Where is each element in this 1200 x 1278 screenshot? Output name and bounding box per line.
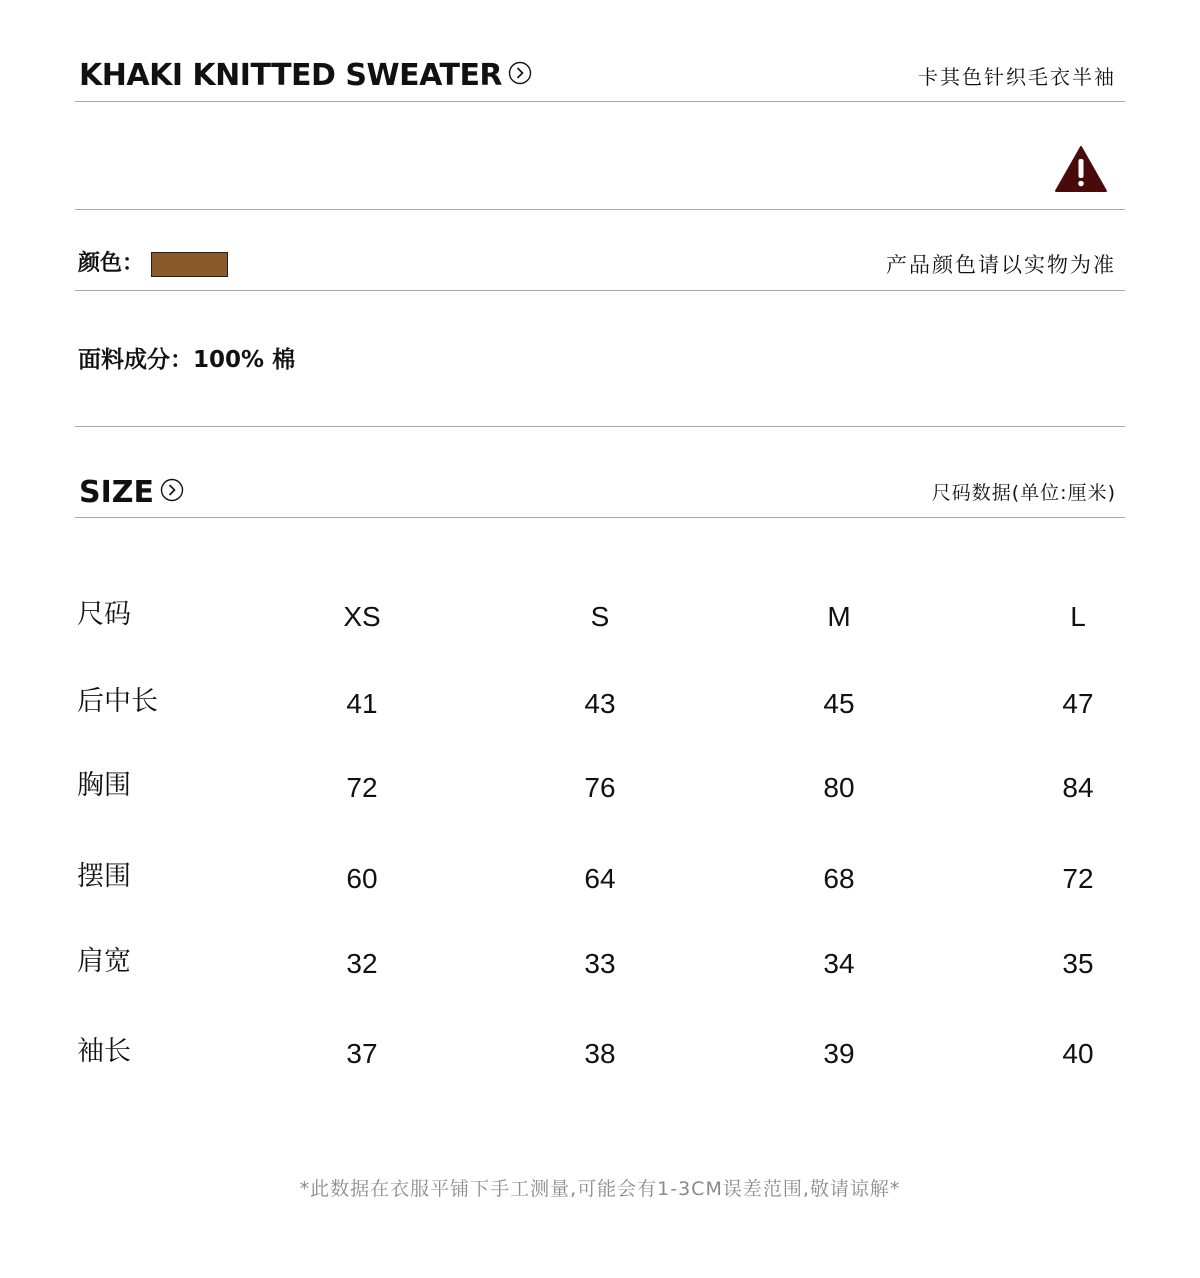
table-cell: 72 bbox=[346, 772, 378, 803]
divider bbox=[75, 101, 1125, 102]
header-cell: L bbox=[1070, 601, 1086, 632]
table-cell: 45 bbox=[823, 688, 855, 719]
row-label: 摆围 bbox=[77, 861, 131, 892]
header-cell: S bbox=[590, 601, 610, 632]
table-cell: 38 bbox=[584, 1038, 616, 1069]
measurement-footnote: *此数据在衣服平铺下手工测量,可能会有1-3CM误差范围,敬请谅解* bbox=[299, 1178, 901, 1200]
table-cell: 64 bbox=[584, 863, 616, 894]
table-row bbox=[0, 859, 1200, 899]
table-cell: 40 bbox=[1062, 1038, 1094, 1069]
row-label: 袖长 bbox=[77, 1036, 131, 1067]
divider bbox=[75, 426, 1125, 427]
row-label: 后中长 bbox=[77, 686, 158, 717]
table-row bbox=[0, 768, 1200, 808]
row-label: 肩宽 bbox=[77, 946, 131, 977]
header-label: 尺码 bbox=[77, 599, 131, 630]
color-label: 颜色： bbox=[78, 251, 145, 276]
chevron-right-circle-icon[interactable] bbox=[160, 474, 184, 512]
table-cell: 37 bbox=[346, 1038, 378, 1069]
size-unit-note: 尺码数据(单位:厘米) bbox=[931, 482, 1116, 504]
table-cell: 35 bbox=[1062, 948, 1094, 979]
size-title bbox=[79, 474, 184, 512]
table-row bbox=[0, 684, 1200, 724]
size-title-text: SIZE bbox=[79, 475, 155, 510]
table-cell: 32 bbox=[346, 948, 378, 979]
fabric-composition: 面料成分：100% 棉 bbox=[78, 347, 296, 373]
warning-triangle-icon bbox=[1054, 145, 1108, 193]
color-note: 产品颜色请以实物为准 bbox=[886, 253, 1116, 277]
header-cell: M bbox=[827, 601, 851, 632]
table-cell: 84 bbox=[1062, 772, 1094, 803]
table-cell: 43 bbox=[584, 688, 616, 719]
product-title-cn: 卡其色针织毛衣半袖 bbox=[918, 65, 1116, 89]
product-title-text: KHAKI KNITTED SWEATER bbox=[79, 58, 503, 93]
table-cell: 68 bbox=[823, 863, 855, 894]
table-cell: 39 bbox=[823, 1038, 855, 1069]
divider bbox=[75, 290, 1125, 291]
table-cell: 34 bbox=[823, 948, 855, 979]
chevron-right-circle-icon[interactable] bbox=[508, 56, 532, 96]
table-cell: 60 bbox=[346, 863, 378, 894]
header-cell: XS bbox=[343, 601, 381, 632]
color-swatch bbox=[151, 252, 228, 277]
table-cell: 41 bbox=[346, 688, 378, 719]
table-cell: 72 bbox=[1062, 863, 1094, 894]
table-cell: 47 bbox=[1062, 688, 1094, 719]
divider bbox=[75, 517, 1125, 518]
product-title bbox=[79, 56, 532, 96]
table-row bbox=[0, 944, 1200, 984]
table-cell: 33 bbox=[584, 948, 616, 979]
table-header-row bbox=[0, 597, 1200, 637]
row-label: 胸围 bbox=[77, 770, 131, 801]
table-row bbox=[0, 1034, 1200, 1074]
table-cell: 80 bbox=[823, 772, 855, 803]
table-cell: 76 bbox=[584, 772, 616, 803]
divider bbox=[75, 209, 1125, 210]
